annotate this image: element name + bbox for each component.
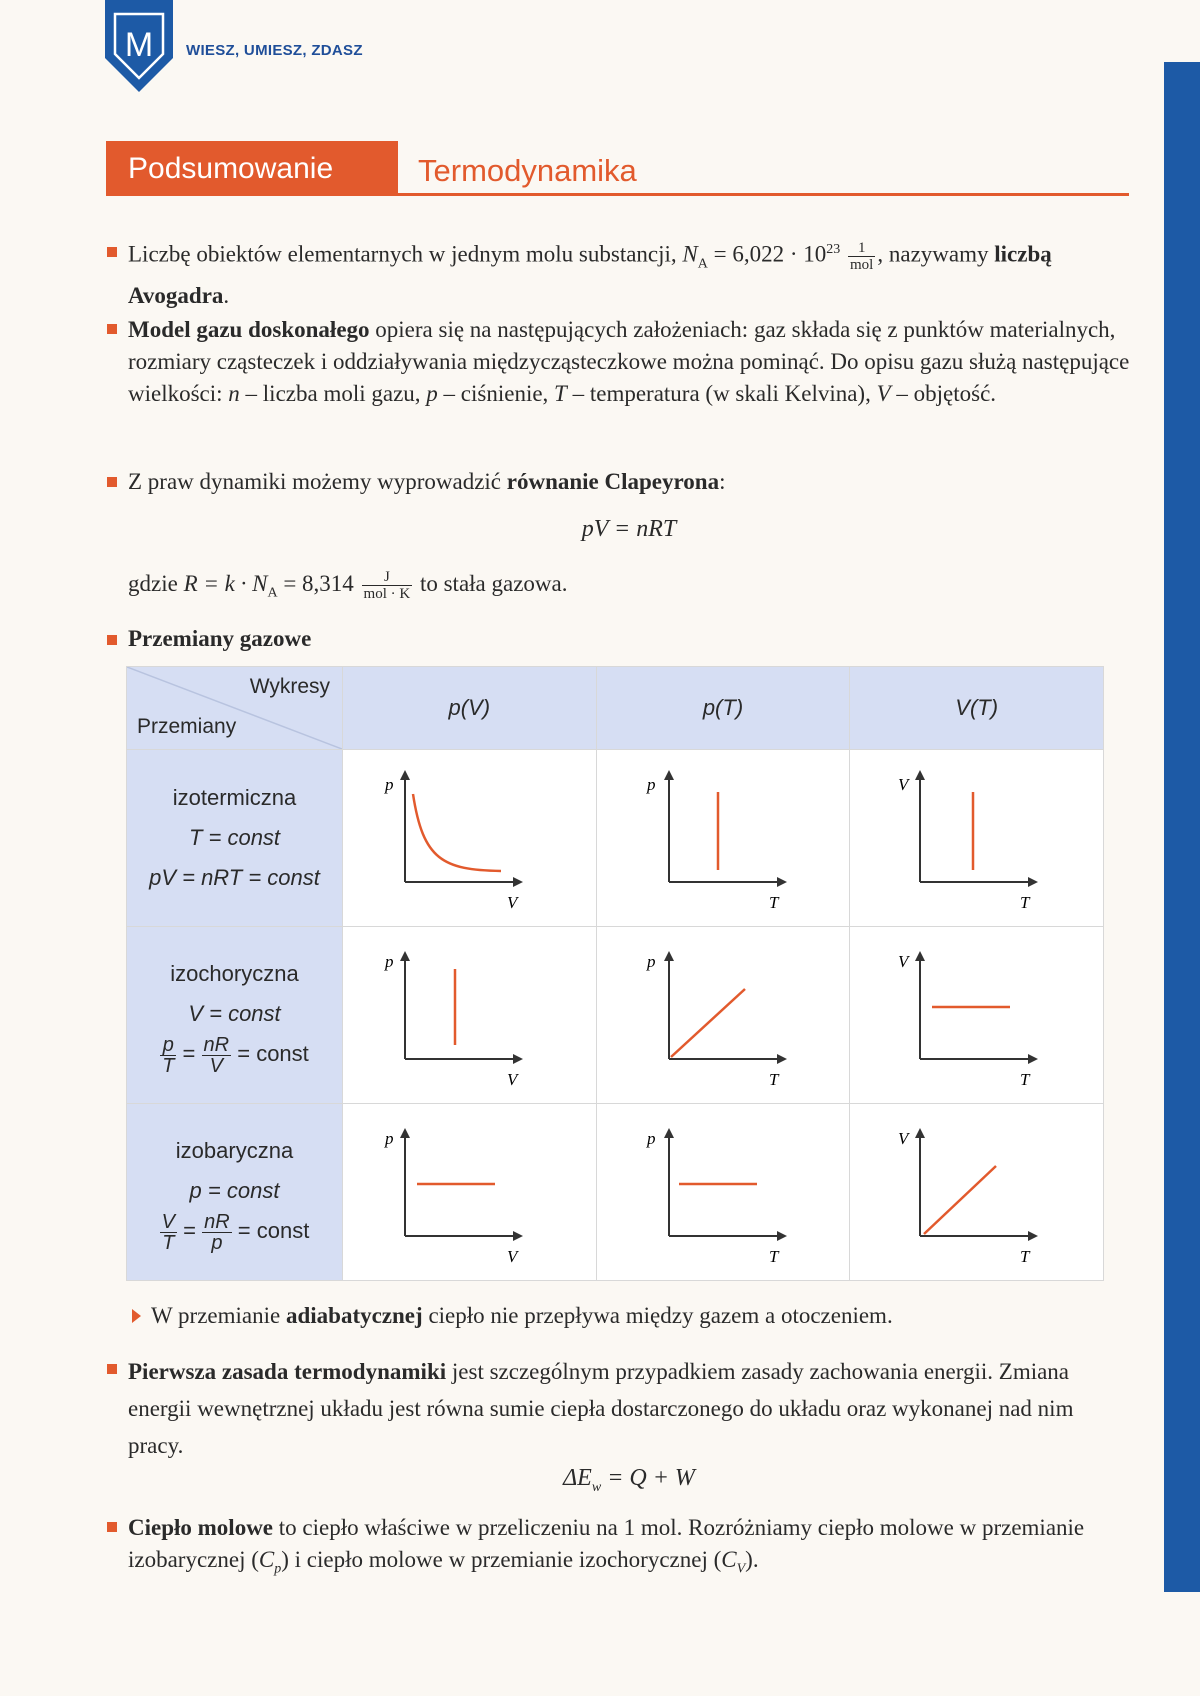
clapeyron-equation: pV = nRT (581, 516, 677, 542)
process-constant: V = const (188, 1001, 281, 1027)
bullet (107, 635, 117, 645)
corner-cell (127, 667, 343, 750)
row-label-isobaric (127, 1104, 343, 1281)
svg-text:p: p (646, 1129, 656, 1148)
svg-text:T: T (768, 1247, 779, 1266)
column-header-pV: p(V) (343, 667, 597, 750)
svg-text:T: T (1020, 1247, 1030, 1266)
process-law: $\frac{V}{T}$ = $\frac{nR}{p}$ = const (161, 1210, 310, 1254)
summary-tag: Podsumowanie (106, 141, 398, 196)
bullet (107, 247, 117, 257)
side-bar (1164, 62, 1200, 1592)
page-title: Termodynamika (418, 153, 637, 188)
ideal-gas-paragraph: Model gazu doskonałego opiera się na następujących założeniach: gaz składa się z punktów materialnych, rozmiary cząsteczek i oddziaływania międzycząsteczkowe można pominąć. Do opisu gazu służą następujące wielkości: n – liczba moli gazu, p – ciśnienie, T – temperatura (w skali Kelvina), V – objętość. (128, 317, 1130, 406)
process-constant: p = const (189, 1178, 280, 1204)
gas-processes-table (126, 666, 1104, 1281)
svg-text:T: T (1020, 893, 1030, 912)
process-name: izobaryczna (175, 1138, 294, 1164)
bullet (107, 477, 117, 487)
column-header-pT: p(T) (596, 667, 850, 750)
svg-text:p: p (385, 1129, 394, 1148)
svg-text:V: V (507, 1247, 518, 1266)
publisher-logo (105, 0, 173, 92)
molar-heat-paragraph: Ciepło molowe to ciepło właściwe w przeliczeniu na 1 mol. Rozróżniamy ciepło molowe w przemianie izobarycznej $(C_p)$ i ciepło molowe w przemianie izochorycznej $(C_V)$. (128, 1515, 1085, 1577)
graph-isobaric-pV (343, 1104, 597, 1281)
graph-isothermal-VT (850, 750, 1104, 927)
first-law-paragraph: Pierwsza zasada termodynamiki jest szczególnym przypadkiem zasady zachowania energii. Zmiana energii wewnętrznej układu jest równa sumie ciepła dostarczonego do układu oraz wykonanej nad nim pracy. (128, 1359, 1074, 1458)
first-law-equation: $\Delta E_w = Q + W$ (563, 1465, 695, 1495)
graph-isothermal-pT (596, 750, 850, 927)
gas-constant-line: gdzie $R = k \cdot N_A = 8,314$ $\frac{J}{\text{mol · K}}$ to stała gazowa. (128, 569, 568, 603)
corner-label-graphs: Wykresy (249, 675, 330, 698)
bullet (107, 324, 117, 334)
svg-text:p: p (385, 952, 394, 971)
process-law: pV = nRT = const (149, 865, 320, 890)
note-arrow-icon (132, 1309, 141, 1323)
svg-text:V: V (898, 775, 909, 794)
row-label-isothermal (127, 750, 343, 927)
graph-isochoric-pT (596, 927, 850, 1104)
bullet (107, 1364, 117, 1374)
corner-label-processes: Przemiany (137, 715, 237, 738)
process-law: $\frac{p}{T}$ = $\frac{nR}{V}$ = const (162, 1033, 309, 1077)
process-constant: T = const (188, 825, 281, 850)
section-header (106, 141, 1129, 196)
graph-isochoric-pV (343, 927, 597, 1104)
svg-text:p: p (646, 952, 656, 971)
bullet (107, 1522, 117, 1532)
graph-isobaric-VT (850, 1104, 1104, 1281)
svg-text:T: T (1020, 1070, 1030, 1089)
series-name: WIESZ, UMIESZ, ZDASZ (186, 42, 363, 59)
svg-text:p: p (385, 775, 394, 794)
svg-text:V: V (898, 952, 909, 971)
svg-text:M: M (124, 26, 154, 64)
svg-text:V: V (507, 1070, 518, 1089)
process-name: izotermiczna (172, 785, 297, 810)
graph-isothermal-pV (343, 750, 597, 927)
svg-text:T: T (768, 893, 779, 912)
graph-isobaric-pT (596, 1104, 850, 1281)
svg-text:p: p (646, 775, 656, 794)
row-label-isochoric (127, 927, 343, 1104)
svg-text:V: V (898, 1129, 909, 1148)
clapeyron-paragraph: Z praw dynamiki możemy wyprowadzić równanie Clapeyrona: (128, 469, 726, 494)
avogadro-paragraph: Liczbę obiektów elementarnych w jednym molu substancji, $N_A = 6,022 \cdot 10^{23}$ $\frac{1}{\text{mol}}$ , nazywamy liczbą Avogadra. (128, 239, 1052, 309)
svg-text:T: T (768, 1070, 779, 1089)
graph-isochoric-VT (850, 927, 1104, 1104)
adiabatic-note: W przemianie adiabatycznej ciepło nie przepływa między gazem a otoczeniem. (151, 1303, 893, 1328)
column-header-VT: V(T) (850, 667, 1104, 750)
svg-text:V: V (507, 893, 518, 912)
header-rule (398, 193, 1129, 196)
gas-processes-heading: Przemiany gazowe (128, 626, 312, 651)
process-name: izochoryczna (170, 961, 299, 987)
